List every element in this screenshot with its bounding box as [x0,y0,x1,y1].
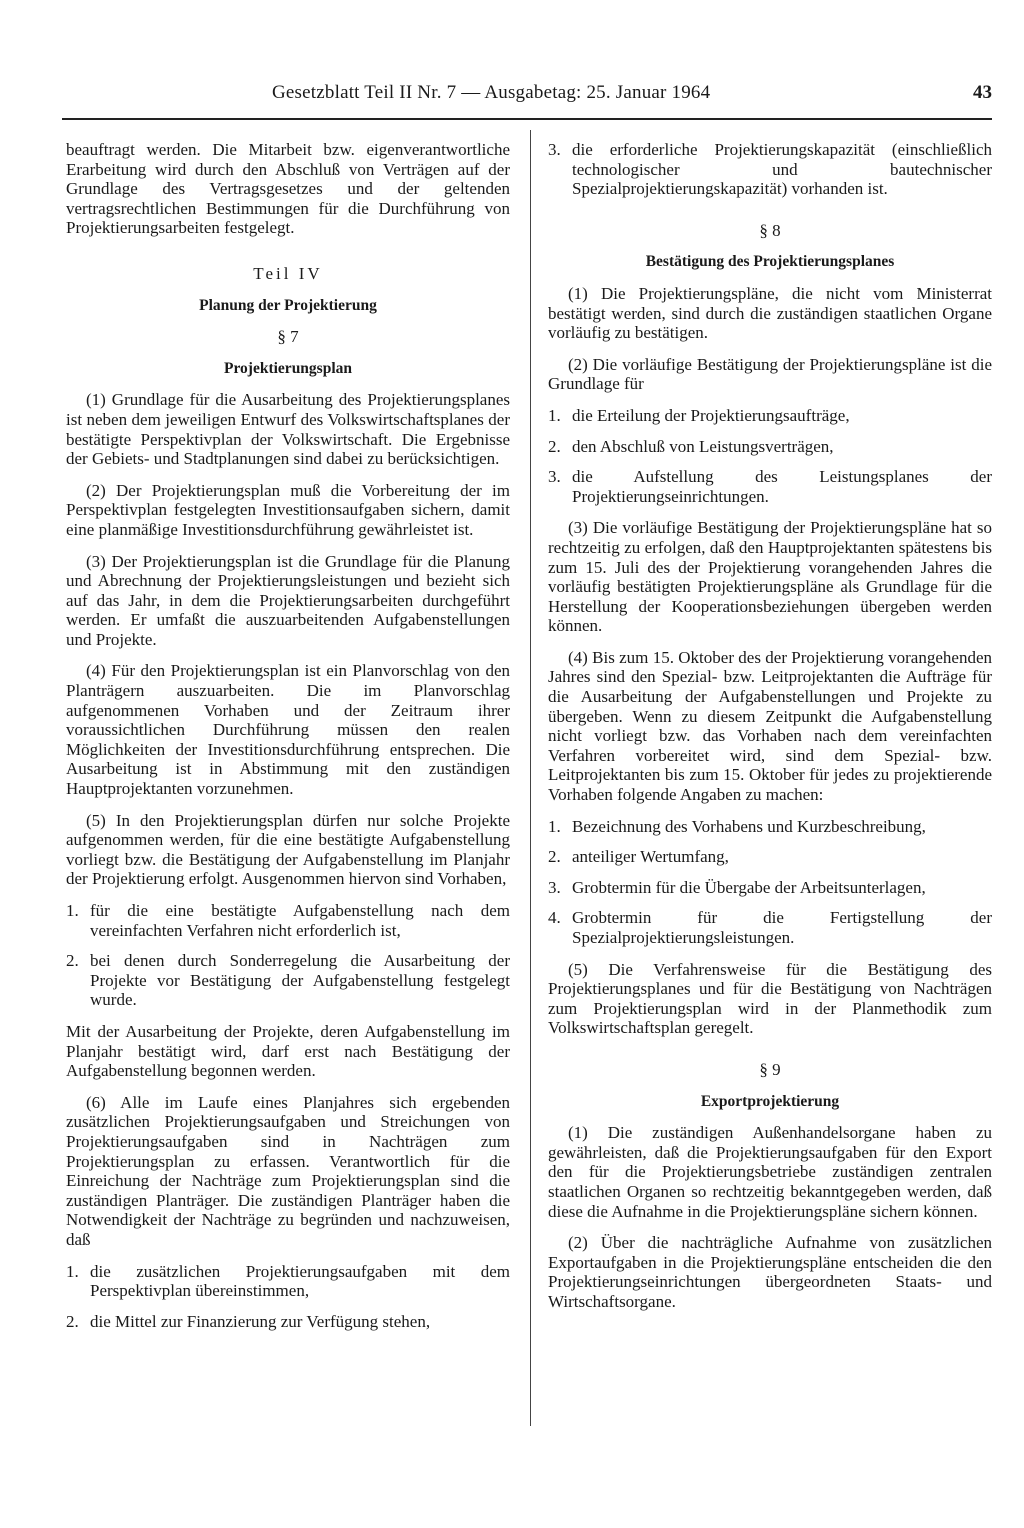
list-item-text: die Erteilung der Projektierungsaufträge, [572,405,850,425]
list-item [548,817,992,837]
list-item [66,951,510,1010]
paragraph-5-list [66,901,510,1010]
section-8-paragraph-5: (5) Die Verfahrensweise für die Bestätigung des Projektierungsplanes und für die Bestätigung von Nachträgen zum Projektierungsplan wird in der Planmethodik zum Volkswirtschaftsplan geregelt. [548,959,992,1038]
list-item-number: 1. [548,816,561,836]
list-item [548,437,992,457]
list-item-number: 3. [548,467,561,487]
section-9-label: § 9 [759,1059,781,1079]
list-item-number: 2. [548,436,561,456]
paragraph-6-list [66,1262,510,1332]
section-7-paragraph-2: (2) Der Projektierungsplan muß die Vorbereitung der im Perspektivplan festgelegten Investitionsaufgaben sichern, damit eine planmäßige Investitionsdurchführung gewährleistet ist. [66,480,510,539]
paragraph-5-closing: Mit der Ausarbeitung der Projekte, deren Aufgabenstellung im Planjahr bestätigt wird, darf erst nach Bestätigung der Aufgabenstellung begonnen werden. [66,1021,510,1081]
continuation-text: beauftragt werden. Die Mitarbeit bzw. eigenverantwortliche Erarbeitung wird durch den Abschluß von Verträgen auf der Grundlage des Vertragsgesetzes und der geltenden vertragsrechtlichen Bestimmungen für die Durchführung von Projektierungsarbeiten festgelegt. [66,140,510,238]
list-item-text: Grobtermin für die Übergabe der Arbeitsunterlagen, [572,877,926,897]
list-item-text: für die eine bestätigte Aufgabenstellung nach dem vereinfachten Verfahren nicht erforderlich ist, [90,901,510,940]
list-item [66,1262,510,1301]
list-item-text: bei denen durch Sonderregelung die Ausarbeitung der Projekte vor Bestätigung der Aufgabenstellung festgelegt wurde. [90,951,510,1010]
page-number: 43 [973,82,992,103]
section-8-title: Bestätigung des Projektierungsplanes [645,253,895,271]
list-item [548,467,992,506]
list-item-number: 3. [548,877,561,897]
list-item [548,878,992,898]
page-header [62,82,992,114]
list-item-number: 2. [66,951,79,971]
list-item-number: 2. [66,1311,79,1331]
section-8-paragraph-1: (1) Die Projektierungspläne, die nicht vom Ministerrat bestätigt werden, sind durch die zuständigen staatlichen Organe vorläufig zu bestätigen. [548,283,992,343]
section-8-label: § 8 [759,220,781,240]
list-item [548,140,992,199]
part-title: Planung der Projektierung [199,296,377,314]
list-item-text: die zusätzlichen Projektierungsaufgaben mit dem Perspektivplan übereinstimmen, [90,1261,510,1301]
section-7-paragraph-6: (6) Alle im Laufe eines Planjahres sich ergebenden zusätzlichen Projektierungsaufgaben und Streichungen von Projektierungsaufgaben sind in Nachträgen zum Projektierungsplan zu erfassen. Verantwortlich für die Einreichung der Nachträge zum Projektierungsplan sind die zuständigen Planträger. Die zuständigen Planträger haben die Notwendigkeit der Nachträge zu begründen und nachzuweisen, daß [66,1092,510,1249]
list-item-text: den Abschluß von Leistungsverträgen, [572,436,834,456]
list-item-text: die Mittel zur Finanzierung zur Verfügung stehen, [90,1311,431,1331]
paragraph-2-list [548,406,992,506]
list-item-text: anteiliger Wertumfang, [572,847,729,867]
list-item [548,847,992,867]
list-item-text: die erforderliche Projektierungskapazität (einschließlich technologischer und bautechnischer Spezialprojektierungskapazität) vorhanden ist. [572,140,992,199]
section-7-title: Projektierungsplan [223,359,353,377]
list-item-number: 3. [548,140,561,159]
list-item [66,1312,510,1332]
list-item-number: 1. [548,405,561,425]
list-item-number: 2. [548,847,561,867]
section-8-paragraph-4: (4) Bis zum 15. Oktober des der Projektierung vorangehenden Jahres sind den Spezial- bzw. Leitprojektanten die Aufträge für die Ausarbeitung der Aufgabenstellungen und Projekte zu übergeben. Wenn zu diesem Zeitpunkt die Aufgabenstellung nicht vorliegt bzw. das Vorhaben nach dem vereinfachten Verfahren vorbereitet wird, sind dem Spezial- bzw. Leitprojektanten bis zum 15. Oktober für jedes zu projektierende Vorhaben folgende Angaben zu machen: [548,647,992,805]
section-7-paragraph-3: (3) Der Projektierungsplan ist die Grundlage für die Planung und Abrechnung der Projektierungsleistungen und bezieht sich auf das Jahr, in dem die Projektierungsarbeiten durchgeführt werden. Er umfaßt die auszuarbeitenden Aufgabenstellungen und Projekte. [66,551,510,649]
column-divider [530,130,531,1426]
section-9-paragraph-1: (1) Die zuständigen Außenhandelsorgane haben zu gewährleisten, daß die Projektierungsaufgaben für den Export den für die Projektierungsbetriebe zuständigen zentralen staatlichen Organen so rechtzeitig bekanntgegeben werden, daß diese die Aufnahme in die Projektierungspläne sichern können. [548,1123,992,1221]
section-8-paragraph-3: (3) Die vorläufige Bestätigung der Projektierungspläne hat so rechtzeitig zu erfolgen, daß den Hauptprojektanten spätestens bis zum 15. Juli des der Projektierung vorangehenden Jahres die vorläufig bestätigten Projektierungspläne als Grundlage für die Herstellung der Kooperationsbeziehungen übergeben werden können. [548,518,992,636]
list-item-number: 1. [66,1261,79,1281]
part-label: Teil IV [253,263,323,283]
list-item-number: 4. [548,908,561,928]
section-7-label: § 7 [277,327,299,347]
gazette-title: Gesetzblatt Teil II Nr. 7 — Ausgabetag: 25. Januar 1964 [272,82,711,103]
section-7-paragraph-1: (1) Grundlage für die Ausarbeitung des Projektierungsplanes ist neben dem jeweiligen Entwurf des Volkswirtschaftsplanes der bestätigte Perspektivplan der Volkswirtschaft. Die Ergebnisse der Gebiets- und Stadtplanungen sind dabei zu berücksichtigen. [66,390,510,469]
section-9-paragraph-2: (2) Über die nachträgliche Aufnahme von zusätzlichen Exportaufgaben in die Projektierungspläne entscheiden die den Projektierungseinrichtungen übergeordneten Staats- und Wirtschaftsorgane. [548,1233,992,1311]
list-item-text: Grobtermin für die Fertigstellung der Spezialprojektierungsleistungen. [572,908,992,947]
list-item [548,908,992,947]
section-9-title: Exportprojektierung [700,1092,840,1110]
left-column [66,140,510,1343]
paragraph-4-list [548,817,992,948]
list-item [548,406,992,426]
list-item-text: die Aufstellung des Leistungsplanes der Projektierungseinrichtungen. [572,467,992,506]
list-item-text: Bezeichnung des Vorhabens und Kurzbeschreibung, [572,816,926,836]
section-7-paragraph-5: (5) In den Projektierungsplan dürfen nur solche Projekte aufgenommen werden, für die eine bestätigte Aufgabenstellung vorliegt bzw. die Bestätigung der Aufgabenstellung im Planjahr der Projektierung erfolgt. Ausgenommen hiervon sind Vorhaben, [66,810,510,889]
list-item [66,901,510,940]
continued-list [548,140,992,199]
section-7-paragraph-4: (4) Für den Projektierungsplan ist ein Planvorschlag von den Planträgern auszuarbeiten. Die im Planvorschlag aufgenommenen Vorhaben und der Zeitraum ihrer voraussichtlichen Durchführung müssen den realen Möglichkeiten der Investitionsdurchführung entsprechen. Die Ausarbeitung ist in Abstimmung mit den zuständigen Hauptprojektanten vorzunehmen. [66,661,510,799]
header-rule [62,118,992,120]
right-column [548,140,992,1324]
section-8-paragraph-2: (2) Die vorläufige Bestätigung der Projektierungspläne ist die Grundlage für [548,354,992,394]
list-item-number: 1. [66,901,79,920]
